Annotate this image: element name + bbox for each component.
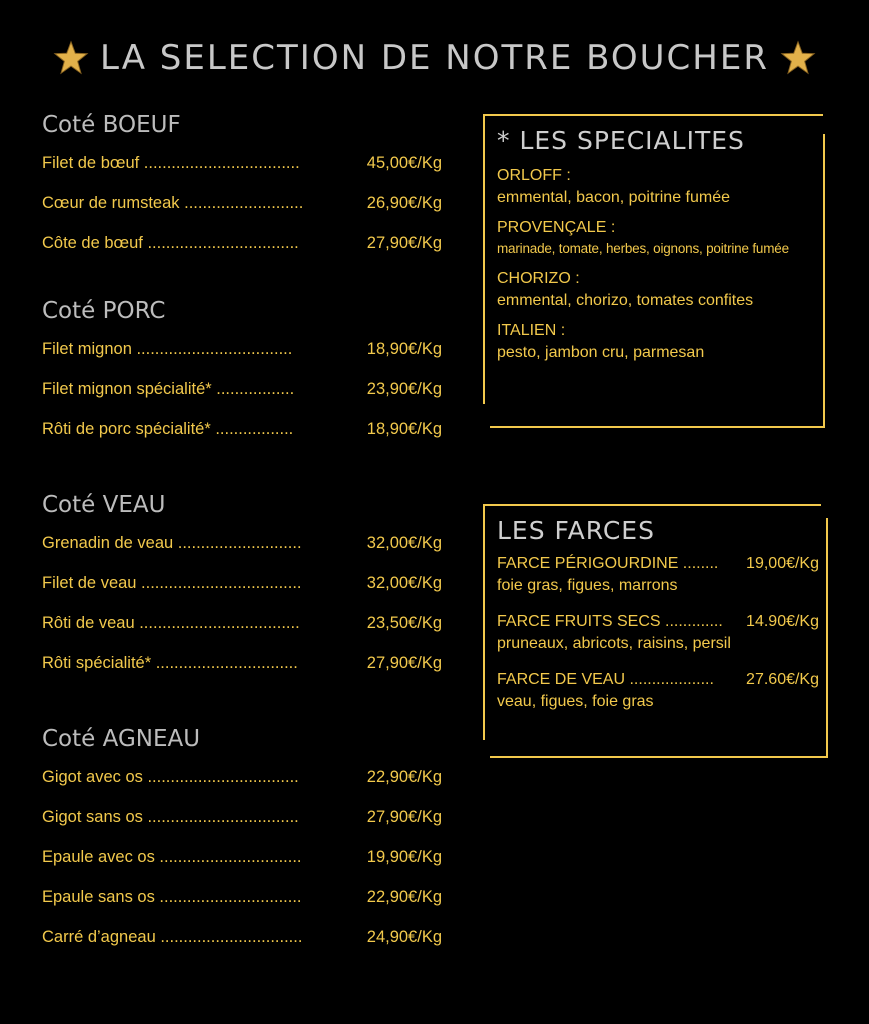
item-price: 32,00€/Kg (366, 574, 442, 592)
list-item (42, 848, 442, 888)
item-name: Grenadin de veau ........................... (42, 534, 302, 552)
item-name: Carré d’agneau ............................... (42, 928, 303, 946)
box-frame-bottom (490, 756, 828, 758)
list-item (42, 614, 442, 654)
list-item (42, 234, 442, 274)
item-price: 23,50€/Kg (366, 614, 442, 632)
farce-price: 14.90€/Kg (746, 613, 819, 630)
specialite-desc: pesto, jambon cru, parmesan (497, 344, 705, 361)
farce-row (497, 613, 819, 631)
specialite-name: CHORIZO : (497, 270, 580, 287)
star-icon (779, 39, 817, 77)
item-name: Rôti spécialité* ............................... (42, 654, 298, 672)
item-name: Epaule avec os ............................... (42, 848, 302, 866)
box-frame-top (483, 114, 823, 116)
item-price: 18,90€/Kg (366, 420, 442, 438)
item-price: 22,90€/Kg (366, 888, 442, 906)
farces-title: LES FARCES (497, 516, 655, 545)
box-frame-right (826, 518, 828, 758)
specialite-name: ORLOFF : (497, 167, 571, 184)
item-name: Filet de bœuf .................................. (42, 154, 300, 172)
specialites-title: * LES SPECIALITES (497, 126, 745, 155)
item-name: Rôti de veau ................................... (42, 614, 300, 632)
farce-desc: foie gras, figues, marrons (497, 577, 678, 594)
section-porc (42, 298, 442, 460)
star-icon (52, 39, 90, 77)
list-item (42, 340, 442, 380)
list-item (42, 808, 442, 848)
item-name: Gigot avec os ................................. (42, 768, 299, 786)
list-item (42, 928, 442, 968)
list-item (42, 154, 442, 194)
item-name: Filet mignon spécialité* ................. (42, 380, 295, 398)
farce-row (497, 555, 819, 573)
section-boeuf (42, 112, 442, 274)
list-item (42, 888, 442, 928)
list-item (42, 534, 442, 574)
item-price: 27,90€/Kg (366, 234, 442, 252)
page-title-text: LA SELECTION DE NOTRE BOUCHER (100, 38, 769, 78)
section-title: Coté PORC (42, 298, 166, 324)
section-agneau (42, 726, 442, 968)
item-name: Epaule sans os ............................... (42, 888, 302, 906)
list-item (42, 420, 442, 460)
item-name: Filet de veau ................................... (42, 574, 302, 592)
farce-desc: pruneaux, abricots, raisins, persil (497, 635, 731, 652)
specialite-name: PROVENÇALE : (497, 219, 616, 236)
section-title: Coté AGNEAU (42, 726, 201, 752)
section-veau (42, 492, 442, 694)
item-name: Côte de bœuf ................................. (42, 234, 299, 252)
farce-name: FARCE PÉRIGOURDINE ........ (497, 555, 719, 572)
item-name: Filet mignon .................................. (42, 340, 293, 358)
item-price: 45,00€/Kg (366, 154, 442, 172)
item-price: 23,90€/Kg (366, 380, 442, 398)
box-frame-left (483, 114, 485, 404)
specialite-desc: marinade, tomate, herbes, oignons, poitrine fumée (497, 241, 789, 256)
list-item (42, 574, 442, 614)
specialites-content (497, 126, 827, 362)
item-price: 22,90€/Kg (366, 768, 442, 786)
list-item (42, 194, 442, 234)
farce-desc: veau, figues, foie gras (497, 693, 654, 710)
item-name: Cœur de rumsteak .......................... (42, 194, 304, 212)
specialite-desc: emmental, chorizo, tomates confites (497, 292, 754, 309)
item-price: 19,90€/Kg (366, 848, 442, 866)
farce-row (497, 671, 819, 689)
specialite-desc: emmental, bacon, poitrine fumée (497, 189, 731, 206)
box-frame-left (483, 504, 485, 740)
farce-name: FARCE DE VEAU ................... (497, 671, 714, 688)
farces-content (497, 516, 819, 711)
farces-box (483, 504, 831, 760)
box-frame-bottom (490, 426, 825, 428)
section-title: Coté BOEUF (42, 112, 181, 138)
farce-price: 27.60€/Kg (746, 671, 819, 688)
box-frame-top (483, 504, 821, 506)
farce-name: FARCE FRUITS SECS ............. (497, 613, 723, 630)
list-item (42, 654, 442, 694)
item-price: 26,90€/Kg (366, 194, 442, 212)
item-name: Rôti de porc spécialité* ................. (42, 420, 294, 438)
specialite-name: ITALIEN : (497, 322, 566, 339)
section-title: Coté VEAU (42, 492, 166, 518)
list-item (42, 768, 442, 808)
specialites-box (483, 114, 828, 432)
item-price: 18,90€/Kg (366, 340, 442, 358)
item-price: 24,90€/Kg (366, 928, 442, 946)
page-title (0, 38, 869, 78)
farce-price: 19,00€/Kg (746, 555, 819, 572)
item-price: 27,90€/Kg (366, 654, 442, 672)
item-price: 27,90€/Kg (366, 808, 442, 826)
item-price: 32,00€/Kg (366, 534, 442, 552)
item-name: Gigot sans os ................................. (42, 808, 299, 826)
list-item (42, 380, 442, 420)
